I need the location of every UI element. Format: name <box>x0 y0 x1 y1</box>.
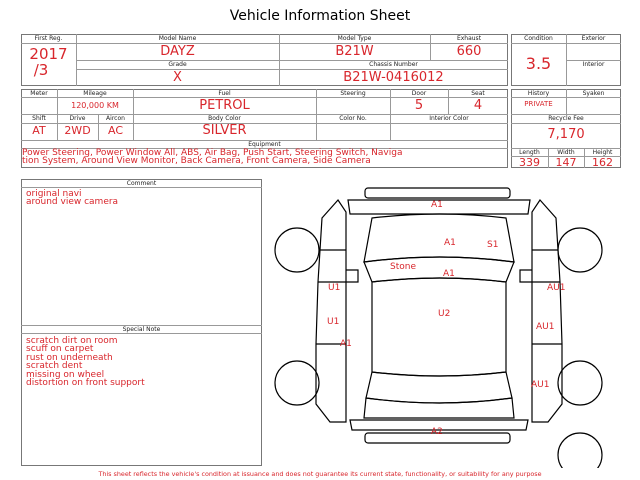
seat-label: Seat <box>471 90 485 97</box>
model-type-label: Model Type <box>337 35 372 42</box>
disclaimer: This sheet reflects the vehicle's condition at issuance and does not guarantee its current state, functionality, or suitability for any purpose <box>98 470 542 478</box>
damage-windshield: Stone <box>390 262 416 272</box>
body-color-label: Body Color <box>208 115 241 122</box>
door-value: 5 <box>414 98 424 113</box>
color-no-label: Color No. <box>339 115 367 122</box>
shift-label: Shift <box>32 115 46 122</box>
first-reg-label: First Reg. <box>34 35 63 42</box>
damage-front-bumper: A1 <box>431 200 443 210</box>
mileage-label: Mileage <box>83 90 107 97</box>
damage-rear-bumper: A2 <box>431 427 443 437</box>
exterior-label: Exterior <box>581 35 606 42</box>
special-note-label: Special Note <box>122 326 161 333</box>
seat-value: 4 <box>473 98 483 113</box>
first-reg-month: /3 <box>33 61 49 79</box>
exhaust-value: 660 <box>456 44 482 59</box>
model-type-value: B21W <box>335 44 374 59</box>
damage-right-rear-door: AU1 <box>536 322 555 332</box>
model-name-value: DAYZ <box>160 44 195 59</box>
width-value: 147 <box>555 156 577 169</box>
condition-label: Condition <box>524 35 553 42</box>
length-label: Length <box>519 149 540 156</box>
width-label: Width <box>557 149 575 156</box>
damage-bonnet-s: S1 <box>487 240 499 250</box>
damage-left-rear-panel: A1 <box>340 339 352 349</box>
height-label: Height <box>592 149 613 156</box>
equipment-line-2: tion System, Around View Monitor, Back Camera, Front Camera, Side Camera <box>22 156 371 166</box>
damage-bonnet-a: A1 <box>444 238 456 248</box>
interior-label: Interior <box>582 61 605 68</box>
grade-label: Grade <box>168 61 187 68</box>
steering-label: Steering <box>340 90 366 97</box>
sheet-title: Vehicle Information Sheet <box>229 8 411 24</box>
body-color-value: SILVER <box>202 123 247 138</box>
drive-value: 2WD <box>64 124 91 137</box>
height-value: 162 <box>592 156 613 169</box>
history-value: PRIVATE <box>524 100 553 108</box>
history-label: History <box>527 90 550 97</box>
mileage-value: 120,000 KM <box>71 101 119 110</box>
equipment-line-1: Power Steering, Power Window All, ABS, Air Bag, Push Start, Steering Switch, Naviga <box>22 148 403 158</box>
length-value: 339 <box>519 156 540 169</box>
damage-roof-front: A1 <box>443 269 455 279</box>
chassis-number-label: Chassis Number <box>369 61 418 68</box>
fuel-label: Fuel <box>218 90 231 97</box>
chassis-number-value: B21W-0416012 <box>343 70 444 85</box>
interior-color-label: Interior Color <box>429 115 469 122</box>
aircon-label: Aircon <box>106 115 125 122</box>
shift-value: AT <box>32 124 46 137</box>
damage-roof: U2 <box>438 309 451 319</box>
comment-text: original navi around view camera <box>26 189 119 208</box>
first-reg-year: 2017 <box>29 45 68 63</box>
equipment-label: Equipment <box>248 141 281 148</box>
drive-label: Drive <box>69 115 86 122</box>
damage-right-rear-quarter: AU1 <box>531 380 550 390</box>
door-label: Door <box>411 90 427 97</box>
fuel-value: PETROL <box>199 98 250 113</box>
syaken-label: Syaken <box>582 90 605 97</box>
special-note-text: scratch dirt on room scuff on carpet rust on underneath scratch dent missing on wheel distortion on front support <box>26 336 145 389</box>
damage-right-front-door: AU1 <box>547 283 566 293</box>
comment-label: Comment <box>126 180 157 187</box>
damage-left-rear-door: U1 <box>327 317 340 327</box>
car-diagram <box>262 178 620 468</box>
recycle-fee-value: 7,170 <box>547 127 585 142</box>
condition-value: 3.5 <box>525 54 552 73</box>
exhaust-label: Exhaust <box>456 35 482 42</box>
model-name-label: Model Name <box>158 35 197 42</box>
aircon-value: AC <box>107 124 123 137</box>
comment-box <box>21 179 262 466</box>
damage-left-front-door: U1 <box>328 283 341 293</box>
meter-label: Meter <box>30 90 48 97</box>
grade-value: X <box>173 70 182 85</box>
recycle-fee-label: Recycle Fee <box>548 115 584 122</box>
